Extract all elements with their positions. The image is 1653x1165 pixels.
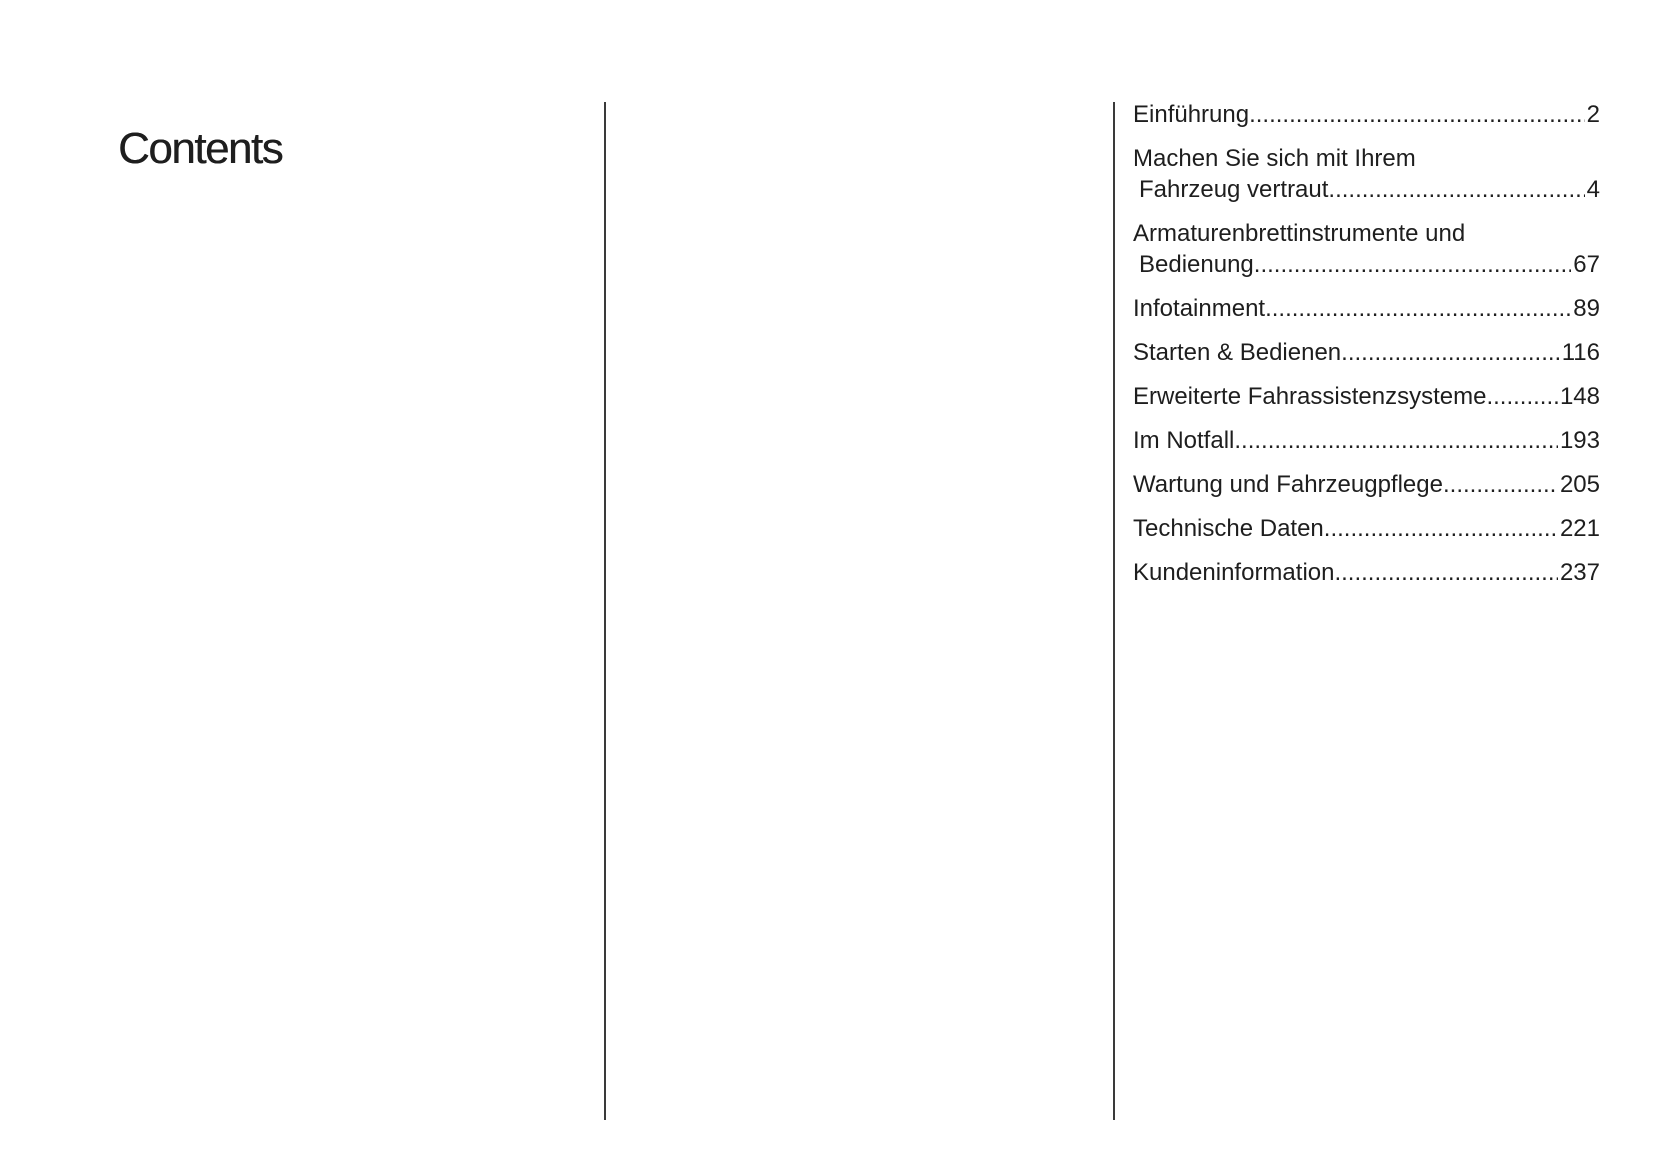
toc-entry-starten-bedienen[interactable]: [1133, 337, 1600, 368]
toc-entry-technische-daten[interactable]: [1133, 513, 1600, 544]
toc-entry-fahrassistenzsysteme[interactable]: [1133, 381, 1600, 412]
toc-page-number[interactable]: 148: [1559, 383, 1600, 410]
column-divider-left: [604, 102, 606, 1120]
toc-page-number[interactable]: 193: [1559, 427, 1600, 454]
toc-entry-label[interactable]: Technische Daten: [1133, 515, 1324, 542]
toc-page-number[interactable]: 237: [1559, 559, 1600, 586]
toc-entry-wartung[interactable]: [1133, 469, 1600, 500]
toc-entry-im-notfall[interactable]: [1133, 425, 1600, 456]
toc-dot-leader: [1443, 469, 1558, 500]
toc-entry-fahrzeug-vertraut[interactable]: [1133, 143, 1600, 205]
toc-entry-label[interactable]: Wartung und Fahrzeugpflege: [1133, 471, 1443, 498]
toc-page-number[interactable]: 205: [1559, 471, 1600, 498]
toc-dot-leader: [1334, 557, 1557, 588]
toc-dot-leader: [1249, 99, 1585, 130]
toc-dot-leader: [1265, 293, 1571, 324]
toc-dot-leader: [1234, 425, 1558, 456]
toc-entry-label[interactable]: Fahrzeug vertraut: [1139, 176, 1329, 203]
toc-dot-leader: [1341, 337, 1560, 368]
toc-page-number[interactable]: 4: [1586, 176, 1600, 203]
page-title: Contents: [118, 124, 283, 174]
toc-entry-label[interactable]: Bedienung: [1139, 251, 1254, 278]
toc-entry-kundeninformation[interactable]: [1133, 557, 1600, 588]
toc-page-number[interactable]: 89: [1573, 295, 1600, 322]
toc-entry-label-line1[interactable]: Armaturenbrettinstrumente und: [1133, 220, 1466, 247]
toc-page-number[interactable]: 116: [1561, 339, 1600, 366]
toc-entry-label[interactable]: Starten & Bedienen: [1133, 339, 1342, 366]
toc-page-number[interactable]: 67: [1573, 251, 1600, 278]
toc-entry-label[interactable]: Im Notfall: [1133, 427, 1235, 454]
toc-entry-label[interactable]: Kundeninformation: [1133, 559, 1335, 586]
toc-entry-armaturenbrett[interactable]: [1133, 218, 1600, 280]
column-divider-right: [1113, 102, 1115, 1120]
toc-entry-label[interactable]: Infotainment: [1133, 295, 1266, 322]
toc-entry-label-line1[interactable]: Machen Sie sich mit Ihrem: [1133, 145, 1416, 172]
toc-entry-einfuehrung[interactable]: [1133, 99, 1600, 130]
toc-entry-label[interactable]: Erweiterte Fahrassistenzsysteme: [1133, 383, 1487, 410]
toc-dot-leader: [1324, 513, 1558, 544]
toc-dot-leader: [1486, 381, 1558, 412]
toc-entry-infotainment[interactable]: [1133, 293, 1600, 324]
toc-dot-leader: [1328, 174, 1584, 205]
toc-page-number[interactable]: 221: [1559, 515, 1600, 542]
toc-dot-leader: [1254, 249, 1572, 280]
table-of-contents: [1133, 99, 1600, 601]
toc-page-number[interactable]: 2: [1586, 101, 1600, 128]
toc-entry-label[interactable]: Einführung: [1133, 101, 1250, 128]
